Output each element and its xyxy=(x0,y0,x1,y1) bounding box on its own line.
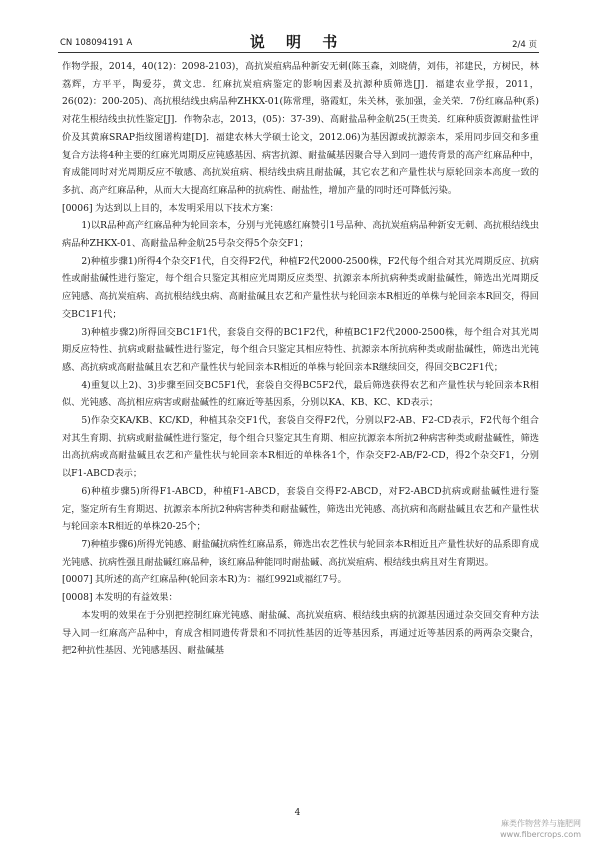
paragraph-text: 其所述的高产红麻品种(轮回亲本R)为：福红992l或福红7号。 xyxy=(95,574,347,586)
paragraph xyxy=(62,536,539,571)
paragraph xyxy=(62,58,539,200)
page-header xyxy=(0,0,595,58)
paragraph xyxy=(62,377,539,412)
watermark xyxy=(500,818,581,840)
paragraph xyxy=(62,324,539,377)
paragraph-number: [0007] xyxy=(62,574,93,586)
paragraph xyxy=(62,253,539,324)
paragraph-text: 2)种植步骤1)所得4个杂交F1代，自交得F2代，种植F2代2000-2500株，F2代每个组合对其光周期反应、抗病性或耐盐碱性进行鉴定，每个组合只鉴定其相应光周期反应类型、抗源亲本所抗病种类或耐盐碱性，筛选出光周期反应钝感、高抗炭疽病、高抗根结线虫病、高耐盐碱且农艺和产量性状与轮回亲本R相近的单株与轮回亲本R回交，得回交BC1F1代； xyxy=(62,255,539,320)
paragraph xyxy=(62,412,539,483)
paragraph-number: [0006] xyxy=(62,202,93,214)
paragraph-text: 本发明的效果在于分别把控制红麻光钝感、耐盐碱、高抗炭疽病、根结线虫病的抗源基因通过杂交回交育种方法导入同一红麻高产品种中，育成含相同遗传背景和不同抗性基因的近等基因系，再通过近等基因系的两两杂交聚合，把2种抗性基因、光钝感基因、耐盐碱基 xyxy=(62,609,539,657)
paragraph-text: 本发明的有益效果： xyxy=(95,592,178,604)
paragraph xyxy=(62,483,539,536)
watermark-site-name: 麻类作物营养与施肥网 xyxy=(501,819,581,828)
paragraph-text: 5)作杂交KA/KB、KC/KD，种植其杂交F1代，套袋自交得F2代，分别以F2-AB、F2-CD表示，F2代每个组合对其生育期、抗病或耐盐碱性进行鉴定，每个组合只鉴定其生育期、相应抗源亲本所抗2种病害种类或耐盐碱性，筛选出高抗病或高耐盐碱且农艺和产量性状与轮回亲本R相近的单株各1个，作杂交F2-AB/F2-CD，得2个杂交F1，分别以F1-ABCD表示； xyxy=(62,415,539,480)
patent-number: CN 108094191 A xyxy=(60,38,133,48)
document-body xyxy=(62,58,539,660)
paragraph xyxy=(62,589,539,607)
paragraph xyxy=(62,200,539,218)
page-number: 4 xyxy=(294,808,301,818)
paragraph-text: 6)种植步骤5)所得F1-ABCD，种植F1-ABCD，套袋自交得F2-ABCD，对F2-ABCD抗病或耐盐碱性进行鉴定，鉴定所有生育期迟、抗源亲本所抗2种病害种类和耐盐碱性，筛选出光钝感、高抗病和高耐盐碱且农艺和产量性状与轮回亲本R相近的单株20-25个； xyxy=(62,485,539,533)
paragraph-text: 7)种植步骤6)所得光钝感、耐盐碱抗病性红麻品系，筛选出农艺性状与轮回亲本R相近且产量性状好的品系即育成光钝感、抗病性强且耐盐碱红麻品种，该红麻品种能同时耐盐碱、高抗炭疽病、根结线虫病且对生育期迟。 xyxy=(62,538,539,568)
paragraph-text: 为达到以上目的，本发明采用以下技术方案： xyxy=(95,202,279,214)
paragraph xyxy=(62,571,539,589)
paragraph-text: 3)种植步骤2)所得回交BC1F1代，套袋自交得的BC1F2代，种植BC1F2代2000-2500株，每个组合对其光周期反应特性、抗病或耐盐碱性进行鉴定，每个组合只鉴定其相应特性、抗源亲本所抗病种类或耐盐碱性，筛选出光钝感、高抗病或高耐盐碱且农艺和产量性状与轮回亲本R相近的单株与轮回亲本R继续回交，得回交BC2F1代； xyxy=(62,326,539,373)
paragraph-text: 作物学报，2014，40(12)：2098-2103)，高抗炭疽病品种新安无刺(陈玉森，刘晓倩，刘伟，祁建民，方树民，林荔辉，方平平，陶爱芬，黄文忠．红麻抗炭疽病鉴定的影响因素及抗源种质筛选[J]．福建农业学报，2011，26(02)：200-205)、高抗根结线虫病品种ZHKX-01(陈常理，骆霞虹，朱关林，张加强，金关荣．7份红麻品种(系)对花生根结线虫抗性鉴定[J]．作物杂志，2013，(05)：37-39)、高耐盐品种金航25(王贵美．红麻种质资源耐盐性评价及其黄麻SRAP指纹图谱构建[D]．福建农林大学硕士论文，2012.06)为基因源或抗源亲本，采用同步回交和多重复合方法将4种主要的红麻光周期反应钝感基因、病害抗源、耐盐碱基因聚合导入到同一遗传背景的高产红麻品种中，育成能同时对光周期反应不敏感、高抗炭疽病、根结线虫病且耐盐碱，其它农艺和产量性状与原轮回亲本高度一致的多抗、高产红麻品种，从而大大提高红麻品种的抗病性、耐盐性，增加产量的同时还可降低污染。 xyxy=(62,61,539,196)
paragraph-number: [0008] xyxy=(62,592,93,604)
document-title: 说 明 书 xyxy=(249,33,346,51)
page-of-label: 2/4 页 xyxy=(512,40,537,50)
paragraph xyxy=(62,217,539,252)
paragraph xyxy=(62,607,539,660)
paragraph-text: 1)以R品种高产红麻品种为轮回亲本，分别与光钝感红麻赞引1号品种、高抗炭疽病品种新安无刺、高抗根结线虫病品种ZHKX-01、高耐盐品种金航25号杂交得5个杂交F1； xyxy=(62,220,539,250)
header-divider xyxy=(58,52,539,53)
watermark-url: www.fibercrops.com xyxy=(500,830,581,839)
paragraph-text: 4)重复以上2)、3)步骤至回交BC5F1代，套袋自交得BC5F2代，最后筛选获得农艺和产量性状与轮回亲本R相似、光钝感、高抗相应病害或耐盐碱性的红麻近等基因系，分别以KA、KB、KC、KD表示； xyxy=(62,379,539,409)
